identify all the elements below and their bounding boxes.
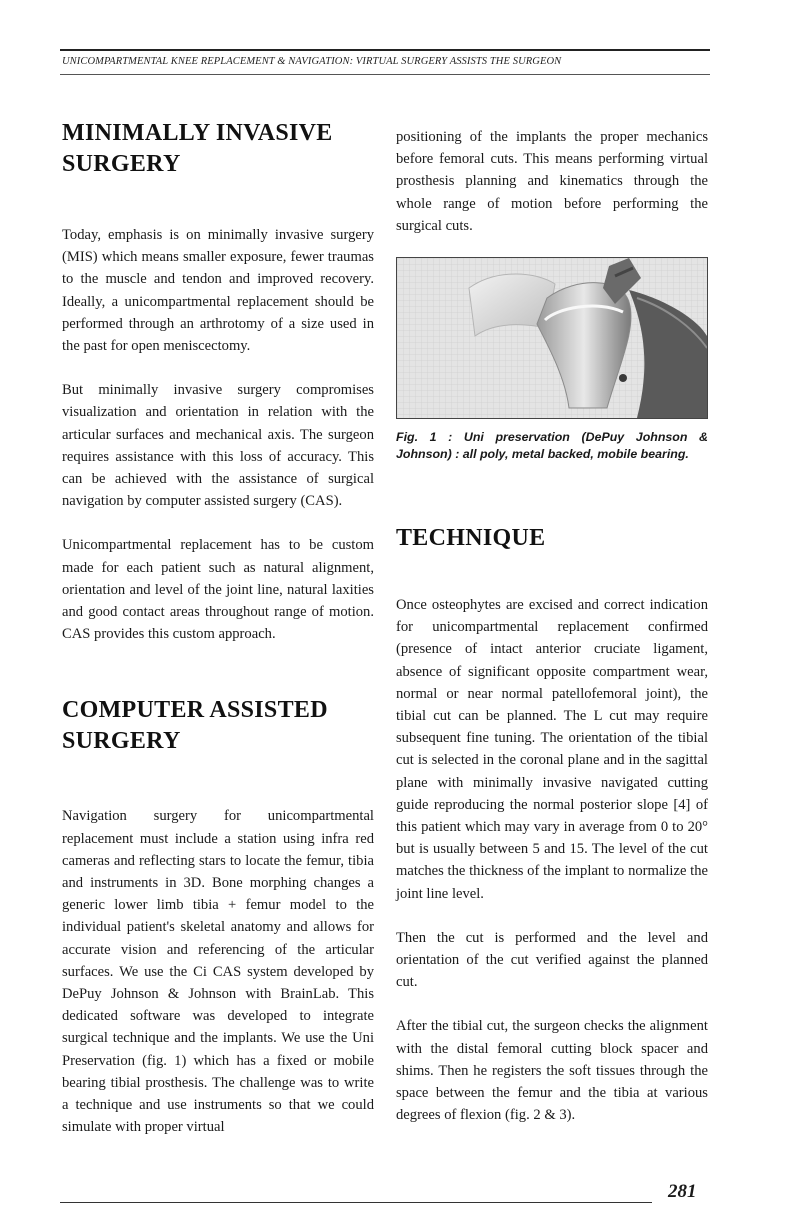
running-head: UNICOMPARTMENTAL KNEE REPLACEMENT & NAVIGATION: VIRTUAL SURGERY ASSISTS THE SURGEON: [62, 56, 562, 67]
paragraph: Then the cut is performed and the level and orientation of the cut verified against the planned cut.: [396, 929, 708, 991]
section-title-line: SURGERY: [62, 728, 181, 755]
header-rule: [60, 74, 710, 75]
section-title-line: MINIMALLY INVASIVE: [62, 120, 333, 146]
implant-illustration: [397, 258, 707, 418]
paragraph: But minimally invasive surgery compromises visualization and orientation in relation with the articular surfaces and mechanical axis. The surgeon requires assistance with this loss of accuracy. This can be achieved with the assistance of surgical navigation by computer assisted surgery (CAS).: [62, 382, 374, 510]
section-title-minimally-invasive-surgery: [62, 118, 374, 180]
paragraph: After the tibial cut, the surgeon checks the alignment with the distal femoral cutting block spacer and shims. Then he registers the soft tissues through the space between the femur and the tibia at various degrees of flexion (fig. 2 & 3).: [396, 1018, 708, 1124]
paragraph: Today, emphasis is on minimally invasive surgery (MIS) which means smaller exposure, fewer traumas to the muscle and tendon and improved recovery. Ideally, a unicompartmental replacement should be performed through an arthrotomy of a size used in the past for open meniscectomy.: [62, 227, 374, 355]
top-rule: [60, 49, 710, 51]
footer-rule: [60, 1202, 652, 1203]
paragraph: positioning of the implants the proper mechanics before femoral cuts. This means performing virtual prosthesis planning and kinematics through the whole range of motion before performing the surgical cuts.: [396, 129, 708, 234]
right-column: [396, 126, 708, 1126]
page-number: 281: [668, 1181, 697, 1202]
section-title-technique: TECHNIQUE: [396, 525, 546, 552]
paragraph: Unicompartmental replacement has to be custom made for each patient such as natural alignment, orientation and level of the joint line, natural laxities and good contact areas throughout range of motion. CAS provides this custom approach.: [62, 537, 374, 643]
paragraph: Navigation surgery for unicompartmental replacement must include a station using infra red cameras and reflecting stars to locate the femur, tibia and instruments in 3D. Bone morphing changes a generic lower limb tibia + femur model to the individual patient's skeletal anatomy and allows for accurate vision and referencing of the articular surfaces. We use the Ci CAS system developed by DePuy Johnson & Johnson with BrainLab. This dedicated software was developed to integrate surgical technique and the implants. We use the Uni Preservation (fig. 1) which has a fixed or mobile bearing tibial prosthesis. The challenge was to write a technique and use instruments so that we could simulate with proper virtual: [62, 808, 374, 1136]
section-title-computer-assisted-surgery: [62, 695, 374, 757]
section-title-line: SURGERY: [62, 151, 181, 177]
left-column: [62, 118, 374, 1139]
section-title-line: COMPUTER ASSISTED: [62, 697, 328, 724]
figure-1-implant-photo: [396, 257, 708, 419]
paragraph: Once osteophytes are excised and correct indication for unicompartmental replacement confirmed (presence of intact anterior cruciate ligament, absence of significant opposite compartment wear, normal or near normal patellofemoral joint), the tibial cut can be planned. The L cut may require subsequent fine tuning. The orientation of the tibial cut is selected in the coronal plane and in the sagittal plane with minimally invasive navigated cutting guide reproducing the normal posterior slope [4] of this patient which may vary in average from 0 to 20° but is usually between 5 and 15. The level of the cut matches the thickness of the implant to normalize the joint line level.: [396, 597, 708, 902]
figure-caption: Fig. 1 : Uni preservation (DePuy Johnson & Johnson) : all poly, metal backed, mobile bearing.: [396, 430, 708, 462]
